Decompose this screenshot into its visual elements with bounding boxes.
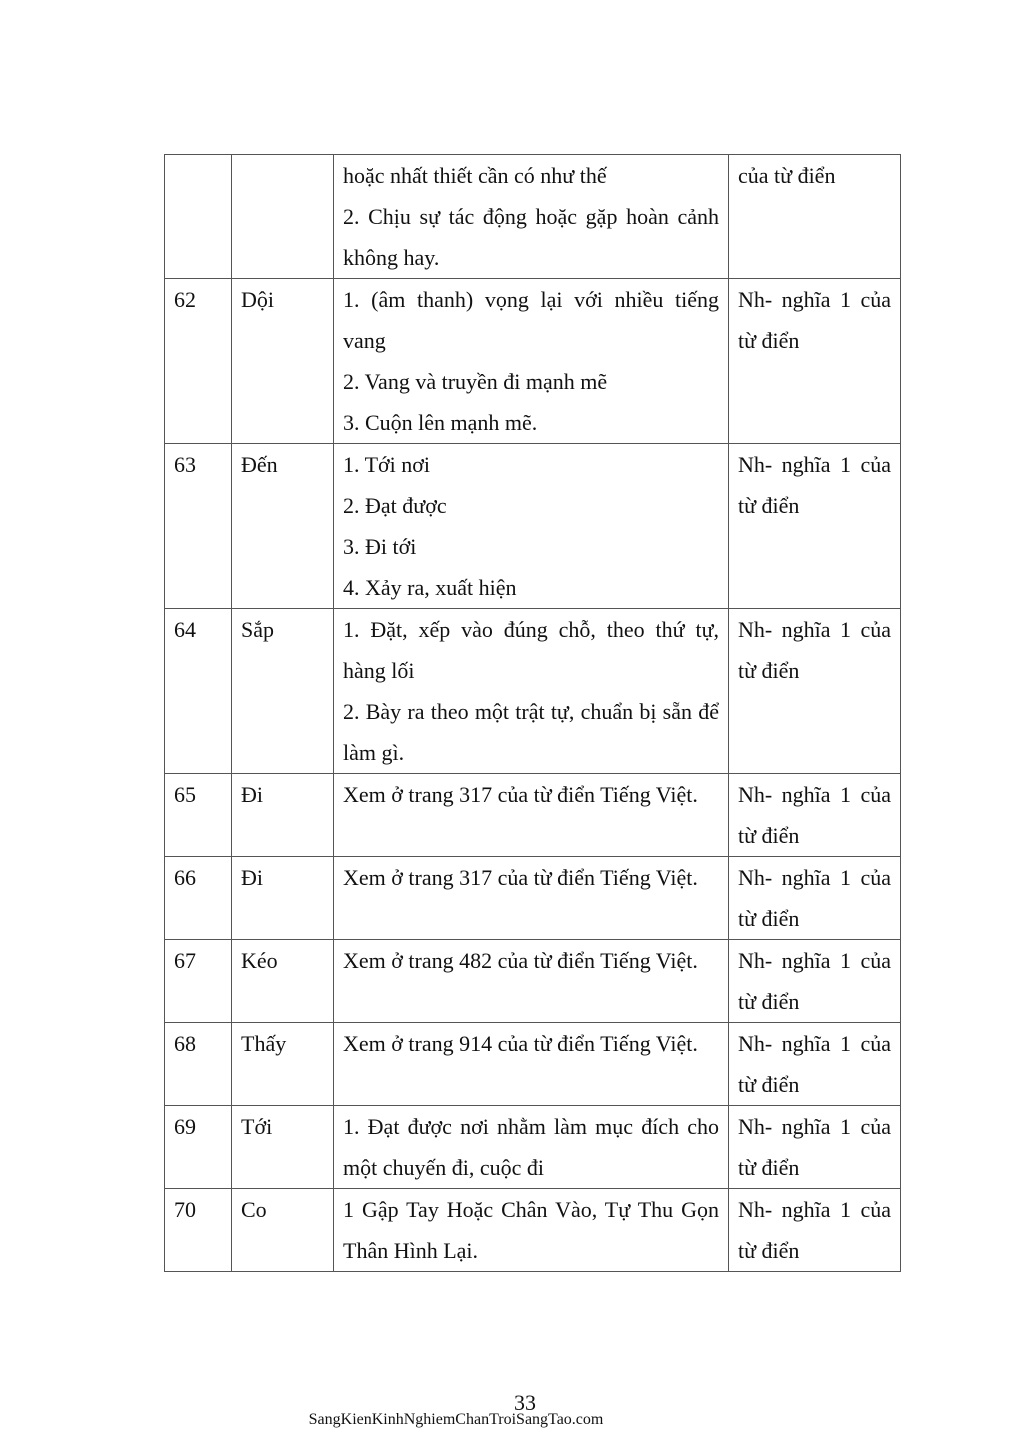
row-number-cell <box>165 155 232 279</box>
meaning-cell <box>334 1189 729 1272</box>
meaning-cell <box>334 609 729 774</box>
table-row <box>165 1023 901 1106</box>
row-number-cell: 68 <box>165 1023 232 1106</box>
meaning-cell <box>334 1023 729 1106</box>
table-row <box>165 1189 901 1272</box>
word-cell: Thấy <box>232 1023 334 1106</box>
row-number-cell: 69 <box>165 1106 232 1189</box>
meaning-cell <box>334 279 729 444</box>
usage-cell: Nh- nghĩa 1 của từ điển <box>729 1189 901 1272</box>
table-row <box>165 609 901 774</box>
row-number-cell: 67 <box>165 940 232 1023</box>
usage-cell: Nh- nghĩa 1 của từ điển <box>729 1023 901 1106</box>
meaning-line: 2. Bày ra theo một trật tự, chuẩn bị sẵn để làm gì. <box>343 699 719 765</box>
usage-cell: Nh- nghĩa 1 của từ điển <box>729 940 901 1023</box>
dictionary-table-body <box>165 155 901 1272</box>
row-number-cell: 70 <box>165 1189 232 1272</box>
table-row <box>165 774 901 857</box>
meaning-line: Xem ở trang 317 của từ điển Tiếng Việt. <box>343 865 698 890</box>
usage-cell: Nh- nghĩa 1 của từ điển <box>729 279 901 444</box>
table-row <box>165 279 901 444</box>
row-number-cell: 62 <box>165 279 232 444</box>
usage-cell: Nh- nghĩa 1 của từ điển <box>729 774 901 857</box>
word-cell: Tới <box>232 1106 334 1189</box>
meaning-cell <box>334 857 729 940</box>
table-row <box>165 444 901 609</box>
table-row <box>165 155 901 279</box>
meaning-cell <box>334 155 729 279</box>
row-number-cell: 66 <box>165 857 232 940</box>
meaning-line: 1. Đặt, xếp vào đúng chỗ, theo thứ tự, hàng lối <box>343 617 719 683</box>
word-cell: Dội <box>232 279 334 444</box>
usage-cell: Nh- nghĩa 1 của từ điển <box>729 1106 901 1189</box>
meaning-line: 4. Xảy ra, xuất hiện <box>343 575 517 600</box>
word-cell <box>232 155 334 279</box>
row-number-cell: 63 <box>165 444 232 609</box>
site-footer: SangKienKinhNghiemChanTroiSangTao.com <box>308 1411 604 1428</box>
meaning-line: 1. Đạt được nơi nhằm làm mục đích cho một chuyến đi, cuộc đi <box>343 1114 719 1180</box>
meaning-line: 1. Tới nơi <box>343 452 431 477</box>
word-cell: Sắp <box>232 609 334 774</box>
meaning-line: Xem ở trang 482 của từ điển Tiếng Việt. <box>343 948 698 973</box>
word-cell: Kéo <box>232 940 334 1023</box>
table-row <box>165 1106 901 1189</box>
dictionary-table <box>164 154 901 1272</box>
meaning-cell <box>334 444 729 609</box>
meaning-line: 2. Chịu sự tác động hoặc gặp hoàn cảnh không hay. <box>343 204 719 270</box>
row-number-cell: 65 <box>165 774 232 857</box>
meaning-line: 2. Vang và truyền đi mạnh mẽ <box>343 369 608 394</box>
usage-cell: Nh- nghĩa 1 của từ điển <box>729 857 901 940</box>
table-row <box>165 857 901 940</box>
meaning-line: hoặc nhất thiết cần có như thế <box>343 163 607 188</box>
word-cell: Đi <box>232 774 334 857</box>
meaning-line: 1 Gập Tay Hoặc Chân Vào, Tự Thu Gọn Thân Hình Lại. <box>343 1197 719 1263</box>
usage-cell: của từ điển <box>729 155 901 279</box>
meaning-line: 2. Đạt được <box>343 493 447 518</box>
meaning-cell <box>334 774 729 857</box>
word-cell: Co <box>232 1189 334 1272</box>
word-cell: Đến <box>232 444 334 609</box>
meaning-line: Xem ở trang 317 của từ điển Tiếng Việt. <box>343 782 698 807</box>
table-row <box>165 940 901 1023</box>
row-number-cell: 64 <box>165 609 232 774</box>
meaning-cell <box>334 1106 729 1189</box>
usage-cell: Nh- nghĩa 1 của từ điển <box>729 444 901 609</box>
page-number: 33 <box>514 1390 536 1415</box>
meaning-line: 3. Đi tới <box>343 534 417 559</box>
usage-cell: Nh- nghĩa 1 của từ điển <box>729 609 901 774</box>
meaning-line: 1. (âm thanh) vọng lại với nhiều tiếng vang <box>343 287 719 353</box>
meaning-cell <box>334 940 729 1023</box>
word-cell: Đi <box>232 857 334 940</box>
meaning-line: Xem ở trang 914 của từ điển Tiếng Việt. <box>343 1031 698 1056</box>
meaning-line: 3. Cuộn lên mạnh mẽ. <box>343 410 538 435</box>
